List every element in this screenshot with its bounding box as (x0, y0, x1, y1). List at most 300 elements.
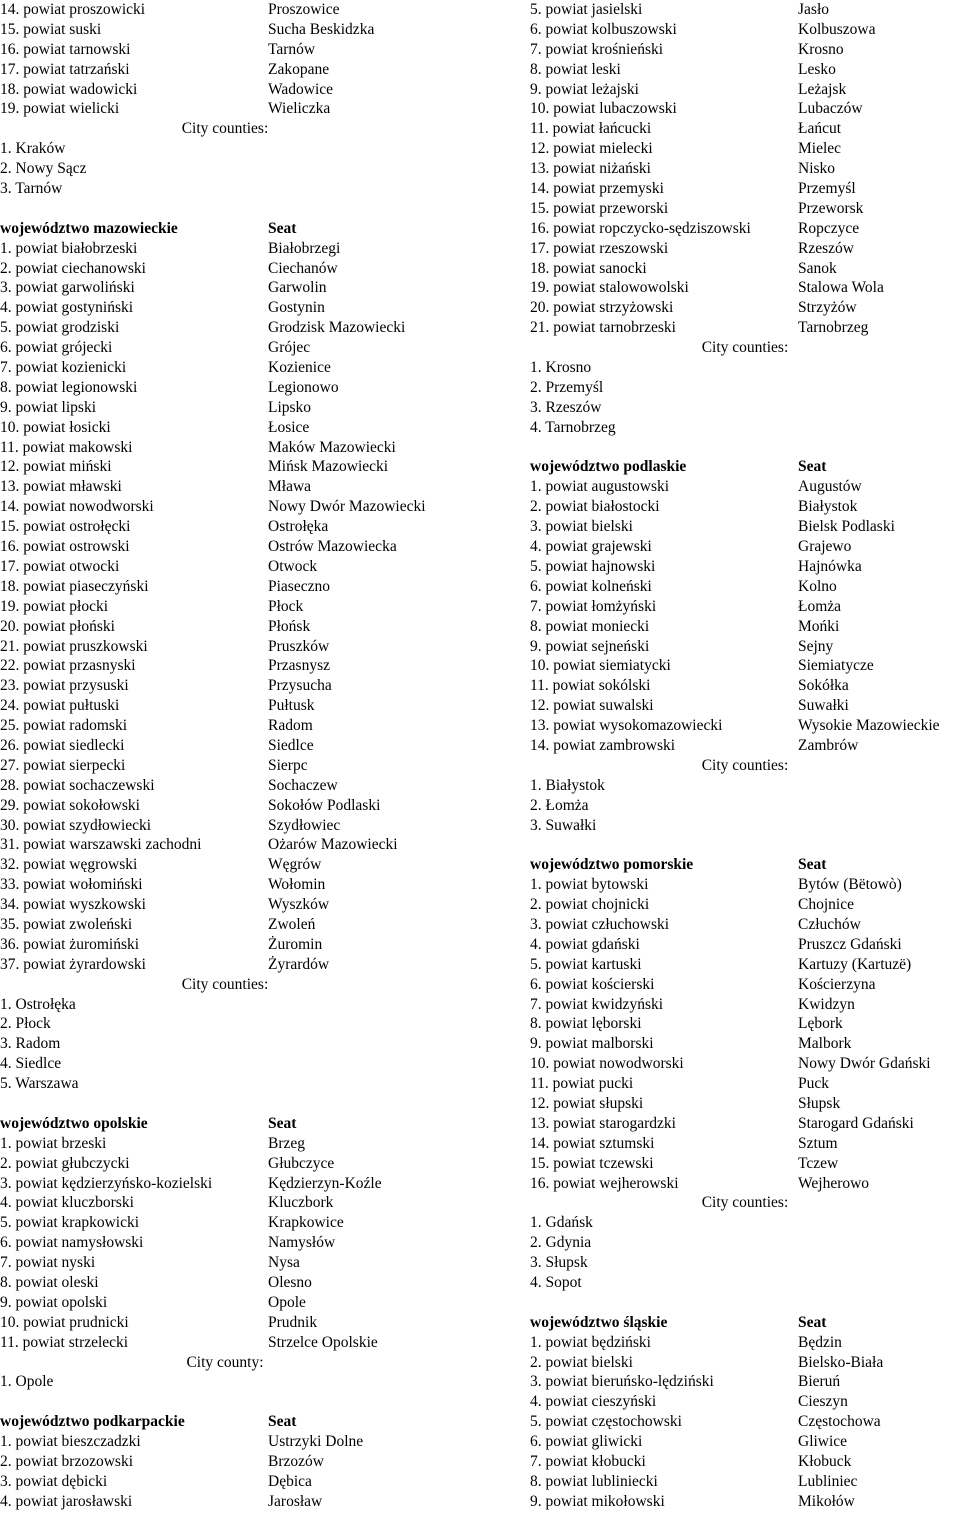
county-name: 9. powiat sejneński (530, 637, 650, 655)
county-seat: Lubaczów (798, 100, 863, 118)
county-name: 20. powiat płoński (0, 617, 115, 635)
county-name: 14. powiat sztumski (530, 1134, 655, 1152)
county-name: 13. powiat mławski (0, 478, 122, 496)
county-seat: Krapkowice (268, 1214, 344, 1232)
county-row (530, 1372, 960, 1392)
county-seat: Bielsk Podlaski (798, 518, 895, 536)
county-name: 3. Słupsk (530, 1254, 588, 1272)
county-seat: Żuromin (268, 935, 323, 953)
county-seat: Kościerzyna (798, 975, 876, 993)
county-seat: Radom (268, 717, 313, 735)
city-county-item (530, 358, 960, 378)
county-seat: Sztum (798, 1134, 838, 1152)
county-name: 11. powiat makowski (0, 438, 133, 456)
county-row (530, 179, 960, 199)
county-seat: Dębica (268, 1472, 312, 1490)
county-name: 10. powiat łosicki (0, 418, 111, 436)
city-county-item (0, 179, 470, 199)
county-name: 7. powiat nyski (0, 1254, 96, 1272)
county-name: 7. powiat kłobucki (530, 1453, 646, 1471)
county-seat: Hajnówka (798, 557, 862, 575)
county-seat: Siedlce (268, 736, 314, 754)
county-name: 2. Gdynia (530, 1234, 592, 1252)
county-name: 1. Opole (0, 1373, 54, 1391)
county-name: 8. powiat leski (530, 60, 621, 78)
county-seat: Grójec (268, 339, 311, 357)
county-seat: Mońki (798, 617, 840, 635)
county-name: 4. powiat grajewski (530, 538, 652, 556)
county-seat: Mława (268, 478, 312, 496)
county-name: 4. powiat jarosławski (0, 1492, 133, 1510)
county-name: 8. powiat oleski (0, 1274, 99, 1291)
county-name: 3. Rzeszów (530, 398, 602, 416)
city-county-item (530, 1273, 960, 1293)
county-row (530, 637, 960, 657)
city-county-item (0, 995, 470, 1015)
county-row (0, 517, 470, 537)
county-seat: Lesko (798, 60, 836, 78)
county-seat: Mielec (798, 140, 842, 158)
county-row (530, 159, 960, 179)
county-seat: Starogard Gdański (798, 1114, 914, 1132)
county-seat: Cieszyn (798, 1393, 848, 1411)
county-seat: Nysa (268, 1254, 300, 1272)
county-seat: Maków Mazowiecki (268, 438, 396, 456)
county-name: 1. Białystok (530, 776, 605, 794)
county-row (0, 99, 470, 119)
county-name: 14. powiat nowodworski (0, 498, 154, 516)
county-name: 12. powiat miński (0, 458, 112, 476)
county-row (0, 796, 470, 816)
county-seat: Olesno (268, 1274, 312, 1291)
county-name: 8. powiat lęborski (530, 1015, 642, 1033)
city-counties-heading: City counties: (701, 1194, 789, 1212)
county-seat: Sokołów Podlaski (268, 796, 381, 814)
county-name: 2. powiat głubczycki (0, 1154, 130, 1172)
county-name: 27. powiat sierpecki (0, 756, 126, 774)
county-name: 7. powiat łomżyński (530, 597, 657, 615)
county-seat: Ożarów Mazowiecki (268, 836, 398, 854)
county-name: 5. powiat grodziski (0, 319, 120, 337)
county-name: 4. powiat gdański (530, 935, 640, 953)
county-name: 2. Łomża (530, 796, 589, 814)
voivodeship-name: województwo podlaskie (530, 458, 687, 476)
county-row (530, 497, 960, 517)
county-name: 1. Ostrołęka (0, 995, 76, 1013)
city-county-item (530, 378, 960, 398)
county-row (0, 597, 470, 617)
city-county-item (0, 1014, 470, 1034)
left-column (0, 0, 470, 1512)
county-seat: Człuchów (798, 915, 861, 933)
county-name: 9. powiat mikołowski (530, 1492, 665, 1510)
county-row (0, 676, 470, 696)
county-name: 1. powiat białobrzeski (0, 239, 138, 257)
county-row (0, 895, 470, 915)
county-seat: Otwock (268, 557, 318, 575)
county-seat: Prudnik (268, 1313, 318, 1331)
county-row (0, 1213, 470, 1233)
county-row (530, 20, 960, 40)
county-seat: Wadowice (268, 80, 334, 98)
county-row (530, 1014, 960, 1034)
county-name: 11. powiat sokólski (530, 677, 651, 695)
county-seat: Pruszków (268, 637, 330, 655)
county-row (530, 1432, 960, 1452)
voivodeship-name: województwo opolskie (0, 1114, 148, 1132)
county-seat: Grajewo (798, 538, 852, 556)
city-county-item (530, 1253, 960, 1273)
county-seat: Nisko (798, 160, 836, 178)
county-seat: Przysucha (268, 677, 332, 695)
county-row (0, 20, 470, 40)
county-row (0, 855, 470, 875)
spacer (0, 1094, 470, 1114)
county-seat: Brzozów (268, 1453, 324, 1471)
county-seat: Opole (268, 1293, 306, 1311)
county-seat: Ciechanów (268, 259, 338, 277)
county-name: 3. Radom (0, 1035, 61, 1053)
county-row (0, 1452, 470, 1472)
county-row (530, 119, 960, 139)
county-seat: Kolbuszowa (798, 20, 876, 38)
county-row (530, 935, 960, 955)
county-seat: Strzelce Opolskie (268, 1333, 378, 1351)
county-row (530, 557, 960, 577)
county-row (530, 955, 960, 975)
county-row (530, 716, 960, 736)
county-name: 17. powiat otwocki (0, 557, 120, 575)
city-county-item (0, 139, 470, 159)
county-name: 36. powiat żuromiński (0, 935, 140, 953)
county-seat: Ustrzyki Dolne (268, 1433, 364, 1451)
county-row (530, 477, 960, 497)
county-seat: Wejherowo (798, 1174, 870, 1192)
county-seat: Gostynin (268, 299, 325, 317)
county-row (0, 497, 470, 517)
county-name: 13. powiat starogardzki (530, 1114, 676, 1132)
county-name: 8. powiat moniecki (530, 617, 650, 635)
county-row (530, 1154, 960, 1174)
county-name: 37. powiat żyrardowski (0, 955, 146, 973)
county-seat: Pruszcz Gdański (798, 935, 902, 953)
county-seat: Kartuzy (Kartuzë) (798, 955, 912, 973)
county-seat: Grodzisk Mazowiecki (268, 319, 406, 337)
county-seat: Legionowo (268, 378, 339, 396)
county-name: 18. powiat sanocki (530, 259, 647, 277)
county-name: 22. powiat przasnyski (0, 657, 136, 675)
county-name: 3. powiat bieruńsko-lędziński (530, 1373, 714, 1391)
county-row (0, 696, 470, 716)
county-name: 32. powiat węgrowski (0, 856, 138, 874)
county-seat: Przasnysz (268, 657, 330, 675)
county-seat: Bielsko-Biała (798, 1353, 884, 1371)
county-name: 16. powiat ostrowski (0, 538, 130, 556)
county-seat: Garwolin (268, 279, 327, 297)
county-row (0, 278, 470, 298)
county-row (0, 1233, 470, 1253)
county-seat: Stalowa Wola (798, 279, 884, 297)
county-name: 4. Sopot (530, 1274, 582, 1291)
county-row (530, 80, 960, 100)
county-seat: Lipsko (268, 398, 312, 416)
city-county-item (530, 776, 960, 796)
county-name: 11. powiat pucki (530, 1075, 634, 1093)
city-county-item (0, 1372, 470, 1392)
county-name: 1. powiat bytowski (530, 876, 649, 894)
county-name: 6. powiat kolbuszowski (530, 20, 677, 38)
county-name: 2. powiat bielski (530, 1353, 633, 1371)
county-name: 9. powiat malborski (530, 1035, 654, 1053)
county-row (0, 1134, 470, 1154)
county-row (0, 1193, 470, 1213)
seat-column-header: Seat (798, 856, 827, 874)
voivodeship-header (0, 219, 470, 239)
county-name: 6. powiat gliwicki (530, 1433, 643, 1451)
county-name: 4. powiat kluczborski (0, 1194, 134, 1212)
seat-column-header: Seat (268, 219, 297, 237)
county-name: 20. powiat strzyżowski (530, 299, 674, 317)
city-counties-heading: City county: (186, 1353, 264, 1371)
spacer (0, 1392, 470, 1412)
county-name: 21. powiat tarnobrzeski (530, 319, 676, 337)
county-name: 35. powiat zwoleński (0, 915, 133, 933)
county-name: 1. powiat augustowski (530, 478, 670, 496)
spacer (530, 835, 960, 855)
county-name: 23. powiat przysuski (0, 677, 129, 695)
voivodeship-header (530, 1313, 960, 1333)
county-name: 6. powiat kolneński (530, 577, 652, 595)
county-name: 3. Suwałki (530, 816, 597, 834)
county-name: 7. powiat kozienicki (0, 359, 127, 377)
county-name: 3. powiat kędzierzyńsko-kozielski (0, 1174, 213, 1192)
county-seat: Leżajsk (798, 80, 847, 98)
county-seat: Płońsk (268, 617, 311, 635)
county-seat: Lębork (798, 1015, 843, 1033)
county-name: 15. powiat przeworski (530, 199, 669, 217)
right-column (530, 0, 960, 1512)
county-row (530, 0, 960, 20)
county-name: 33. powiat wołomiński (0, 876, 143, 894)
seat-column-header: Seat (798, 1313, 827, 1331)
county-name: 4. Siedlce (0, 1055, 62, 1073)
county-name: 9. powiat leżajski (530, 80, 639, 98)
spacer (530, 1293, 960, 1313)
county-name: 15. powiat suski (0, 20, 102, 38)
county-name: 13. powiat wysokomazowiecki (530, 717, 723, 735)
city-county-item (530, 796, 960, 816)
county-row (0, 1253, 470, 1273)
spacer (0, 199, 470, 219)
county-name: 7. powiat krośnieński (530, 40, 664, 58)
county-name: 28. powiat sochaczewski (0, 776, 155, 794)
county-name: 4. powiat cieszyński (530, 1393, 657, 1411)
county-seat: Kluczbork (268, 1194, 334, 1212)
county-row (0, 537, 470, 557)
county-seat: Głubczyce (268, 1154, 335, 1172)
county-name: 8. powiat lubliniecki (530, 1472, 658, 1490)
county-row (0, 477, 470, 497)
county-seat: Piaseczno (268, 577, 330, 595)
county-seat: Puck (798, 1075, 829, 1093)
county-name: 10. powiat lubaczowski (530, 100, 677, 118)
county-row (0, 955, 470, 975)
county-row (530, 1353, 960, 1373)
county-row (0, 656, 470, 676)
county-name: 19. powiat stalowowolski (530, 279, 689, 297)
county-row (530, 318, 960, 338)
county-row (0, 259, 470, 279)
county-seat: Będzin (798, 1333, 842, 1351)
county-name: 18. powiat piaseczyński (0, 577, 149, 595)
county-name: 29. powiat sokołowski (0, 796, 140, 814)
county-seat: Zwoleń (268, 915, 316, 933)
county-row (530, 1392, 960, 1412)
county-seat: Rzeszów (798, 239, 854, 257)
county-row (530, 259, 960, 279)
county-seat: Sochaczew (268, 776, 338, 794)
county-row (530, 199, 960, 219)
county-seat: Szydłowiec (268, 816, 341, 834)
county-seat: Augustów (798, 478, 862, 496)
county-row (530, 1174, 960, 1194)
county-name: 2. powiat brzozowski (0, 1453, 134, 1471)
county-row (0, 935, 470, 955)
county-seat: Łańcut (798, 120, 842, 138)
county-seat: Kozienice (268, 359, 331, 377)
county-name: 12. powiat słupski (530, 1094, 644, 1112)
county-row (0, 40, 470, 60)
county-row (0, 637, 470, 657)
county-name: 1. powiat brzeski (0, 1134, 107, 1152)
county-row (530, 676, 960, 696)
county-name: 1. Gdańsk (530, 1214, 593, 1232)
county-seat: Pułtusk (268, 697, 315, 715)
city-county-item (530, 1213, 960, 1233)
county-row (0, 736, 470, 756)
county-seat: Częstochowa (798, 1413, 881, 1431)
county-seat: Słupsk (798, 1094, 841, 1112)
county-seat: Węgrów (268, 856, 322, 874)
county-row (0, 1154, 470, 1174)
county-seat: Białobrzegi (268, 239, 341, 257)
county-seat: Tarnobrzeg (798, 319, 869, 337)
voivodeship-name: województwo podkarpackie (0, 1413, 185, 1431)
county-name: 21. powiat pruszkowski (0, 637, 148, 655)
county-name: 10. powiat nowodworski (530, 1055, 684, 1073)
voivodeship-name: województwo mazowieckie (0, 219, 178, 237)
county-name: 4. powiat gostyniński (0, 299, 134, 317)
city-counties-heading: City counties: (701, 756, 789, 774)
county-name: 5. powiat krapkowicki (0, 1214, 140, 1232)
county-name: 3. powiat człuchowski (530, 915, 670, 933)
county-name: 3. Tarnów (0, 180, 63, 198)
voivodeship-header (0, 1114, 470, 1134)
county-row (0, 557, 470, 577)
county-seat: Lubliniec (798, 1472, 858, 1490)
county-seat: Brzeg (268, 1134, 306, 1152)
county-name: 5. powiat hajnowski (530, 557, 656, 575)
county-seat: Łosice (268, 418, 310, 436)
county-name: 8. powiat legionowski (0, 378, 138, 396)
county-row (530, 60, 960, 80)
county-row (530, 298, 960, 318)
county-row (0, 1313, 470, 1333)
county-row (530, 597, 960, 617)
county-seat: Wołomin (268, 876, 326, 894)
county-row (0, 398, 470, 418)
county-row (0, 1472, 470, 1492)
county-row (530, 278, 960, 298)
county-row (530, 975, 960, 995)
county-row (0, 577, 470, 597)
county-name: 13. powiat niżański (530, 160, 651, 178)
seat-column-header: Seat (268, 1114, 297, 1132)
county-row (0, 875, 470, 895)
county-row (0, 239, 470, 259)
seat-column-header: Seat (798, 458, 827, 476)
county-row (0, 418, 470, 438)
county-name: 31. powiat warszawski zachodni (0, 836, 202, 854)
county-seat: Strzyżów (798, 299, 857, 317)
county-name: 5. Warszawa (0, 1075, 79, 1093)
county-name: 3. powiat dębicki (0, 1472, 108, 1490)
county-row (530, 1492, 960, 1512)
county-row (0, 1273, 470, 1293)
county-name: 2. Przemyśl (530, 378, 604, 396)
spacer (530, 438, 960, 458)
city-county-item (530, 398, 960, 418)
county-row (0, 1432, 470, 1452)
county-seat: Nowy Dwór Gdański (798, 1055, 931, 1073)
county-name: 26. powiat siedlecki (0, 736, 125, 754)
county-name: 12. powiat suwalski (530, 697, 654, 715)
county-row (530, 617, 960, 637)
county-row (0, 776, 470, 796)
county-seat: Sucha Beskidzka (268, 20, 375, 38)
county-seat: Sokółka (798, 677, 849, 695)
county-seat: Wysokie Mazowieckie (798, 717, 940, 735)
county-seat: Ostrołęka (268, 518, 329, 536)
county-name: 19. powiat wielicki (0, 100, 120, 118)
county-seat: Bieruń (798, 1373, 841, 1391)
city-county-item (0, 1074, 470, 1094)
county-name: 15. powiat tczewski (530, 1154, 654, 1172)
voivodeship-name: województwo pomorskie (530, 856, 694, 874)
county-name: 1. powiat będziński (530, 1333, 651, 1351)
county-row (0, 60, 470, 80)
county-row (0, 1293, 470, 1313)
county-row (530, 696, 960, 716)
county-row (0, 716, 470, 736)
county-seat: Tczew (798, 1154, 839, 1172)
voivodeship-header (0, 1412, 470, 1432)
county-seat: Tarnów (268, 40, 316, 58)
county-row (530, 1094, 960, 1114)
county-seat: Chojnice (798, 896, 854, 914)
county-name: 16. powiat tarnowski (0, 40, 131, 58)
county-seat: Zambrów (798, 736, 859, 754)
county-row (530, 139, 960, 159)
county-row (0, 318, 470, 338)
county-name: 7. powiat kwidzyński (530, 995, 664, 1013)
county-seat: Proszowice (268, 1, 340, 18)
city-county-item (0, 1054, 470, 1074)
county-row (0, 0, 470, 20)
county-row (530, 915, 960, 935)
city-county-item (0, 159, 470, 179)
county-name: 16. powiat ropczycko-sędziszowski (530, 219, 751, 237)
